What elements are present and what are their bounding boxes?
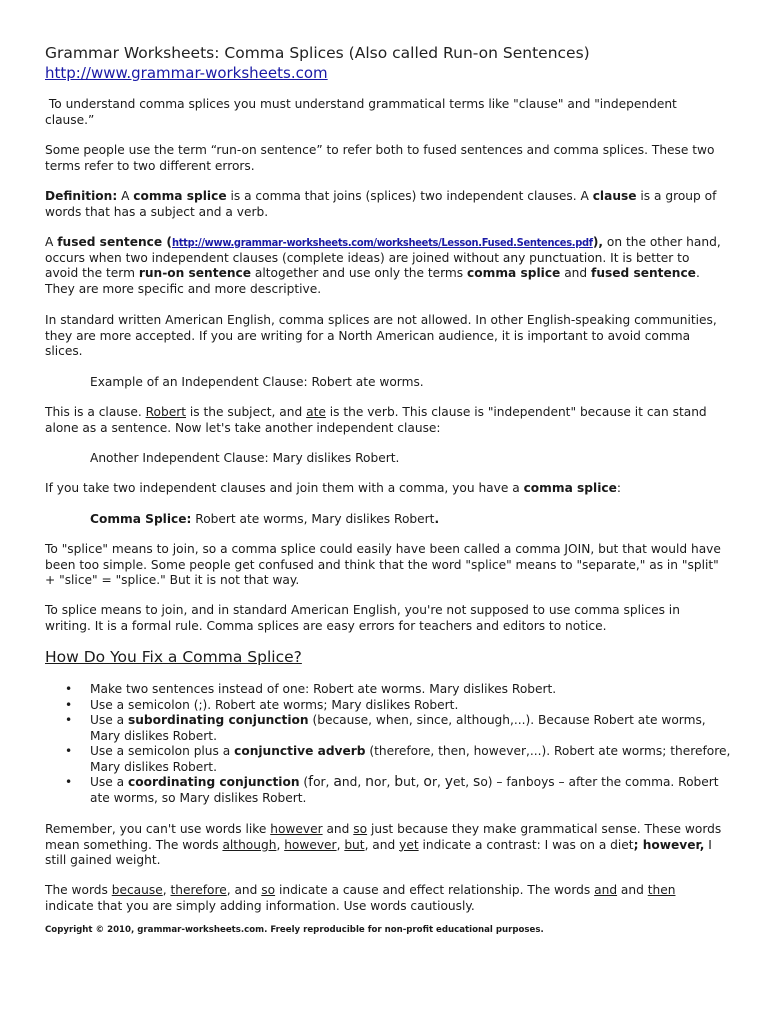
definition-paragraph: Definition: A comma splice is a comma that joins (splices) two independent clauses. A clause is a group of words that has a subject and a verb. — [45, 189, 717, 219]
intro-paragraph: To understand comma splices you must understand grammatical terms like "clause" and "independent clause.” — [45, 97, 677, 127]
list-item: • Use a coordinating conjunction (for, and, nor, but, or, yet, so) – fanboys – after the comma. Robert ate worms, so Mary dislikes Robert. — [65, 774, 719, 805]
comma-splice-example: Comma Splice: Robert ate worms, Mary dislikes Robert. — [90, 512, 440, 526]
list-item: • Use a semicolon (;). Robert ate worms; Mary dislikes Robert. — [65, 697, 459, 712]
splice-meaning-paragraph: To "splice" means to join, so a comma splice could easily have been called a comma JOIN, but that would have been too simple. Some people get confused and think that the word "splice" means to "separate," as in "split" + "slice" = "splice." But it is not that way. — [45, 542, 721, 588]
standard-english-paragraph: In standard written American English, comma splices are not allowed. In other English-speaking communities, they are more accepted. If you are writing for a North American audience, it is important to avoid comma slices. — [45, 313, 717, 359]
fix-list — [45, 682, 735, 806]
list-item: • Use a subordinating conjunction (because, when, since, although,...). Because Robert ate worms, Mary dislikes Robert. — [65, 713, 706, 743]
cause-effect-paragraph: The words because, therefore, and so indicate a cause and effect relationship. The words and and then indicate that you are simply adding information. Use words cautiously. — [45, 883, 676, 913]
clause-explanation-paragraph: This is a clause. Robert is the subject, and ate is the verb. This clause is "independent" because it can stand alone as a sentence. Now let's take another independent clause: — [45, 405, 707, 435]
fused-sentence-paragraph: A fused sentence (http://www.grammar-worksheets.com/worksheets/Lesson.Fused.Sentences.pdf), on the other hand, occurs when two independent clauses (complete ideas) are joined without any punctuation. It is better to avoid the term run-on sentence altogether and use only the terms comma splice and fused sentence. They are more specific and more descriptive. — [45, 235, 721, 296]
definition-label: Definition: — [45, 189, 118, 203]
site-link[interactable]: http://www.grammar-worksheets.com — [45, 64, 328, 82]
join-paragraph: If you take two independent clauses and join them with a comma, you have a comma splice: — [45, 481, 621, 495]
list-item: • Use a semicolon plus a conjunctive adverb (therefore, then, however,...). Robert ate worms; therefore, Mary dislikes Robert. — [65, 744, 731, 774]
runon-paragraph: Some people use the term “run-on sentence” to refer both to fused sentences and comma splices. These two terms refer to two different errors. — [45, 143, 715, 173]
page-title: Grammar Worksheets: Comma Splices (Also called Run-on Sentences) — [45, 44, 590, 62]
example-another-clause: Another Independent Clause: Mary dislikes Robert. — [90, 451, 400, 465]
fix-heading: How Do You Fix a Comma Splice? — [45, 648, 302, 666]
example-independent-clause: Example of an Independent Clause: Robert ate worms. — [90, 375, 424, 389]
fused-sentences-link[interactable]: http://www.grammar-worksheets.com/worksheets/Lesson.Fused.Sentences.pdf — [171, 236, 593, 249]
formal-rule-paragraph: To splice means to join, and in standard American English, you're not supposed to use comma splices in writing. It is a formal rule. Comma splices are easy errors for teachers and editors to notice. — [45, 603, 680, 633]
copyright-footer: Copyright © 2010, grammar-worksheets.com. Freely reproducible for non-profit educational purposes. — [45, 925, 544, 935]
remember-paragraph: Remember, you can't use words like however and so just because they make grammatical sense. These words mean something. The words although, however, but, and yet indicate a contrast: I was on a diet; however, I still gained weight. — [45, 822, 722, 868]
list-item: • Make two sentences instead of one: Robert ate worms. Mary dislikes Robert. — [65, 682, 557, 696]
